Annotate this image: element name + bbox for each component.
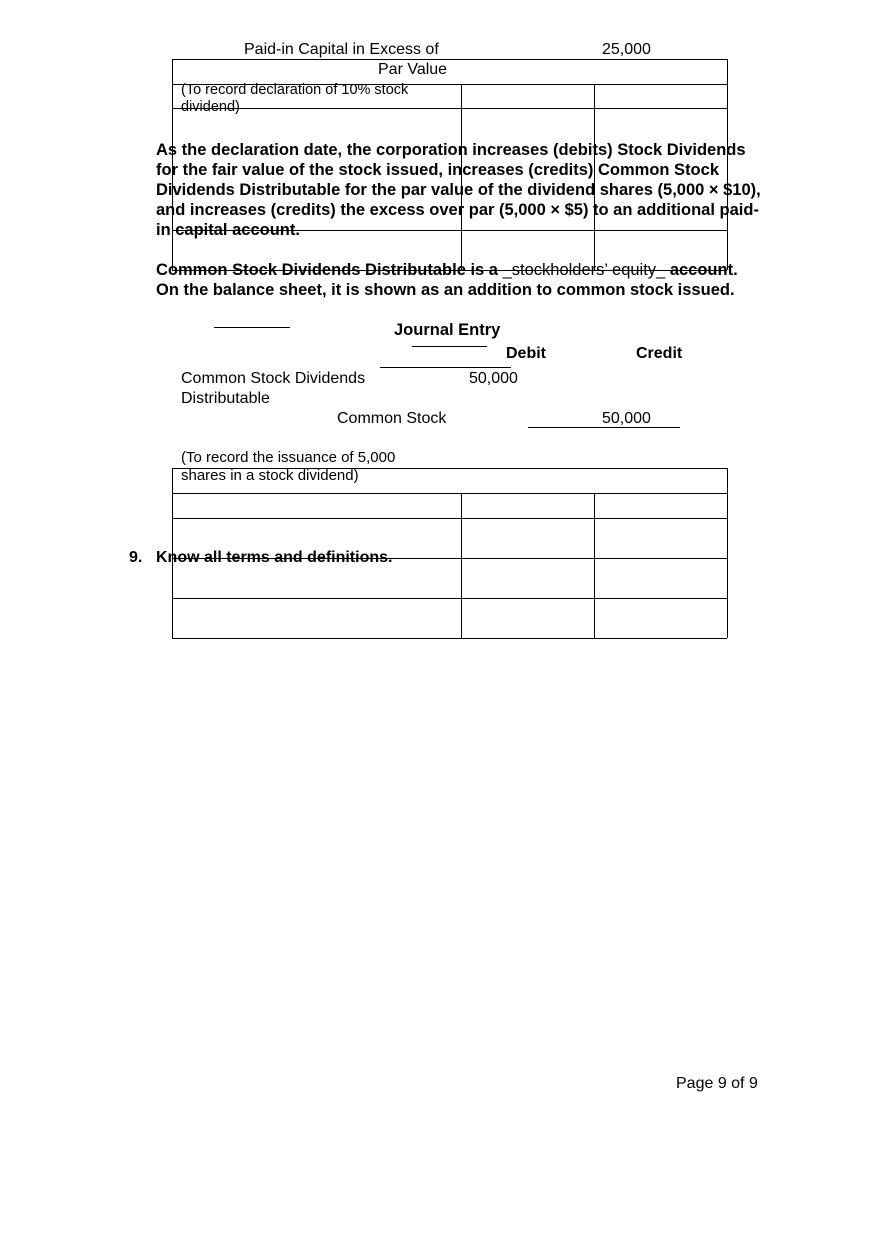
debit-amount: 50,000	[469, 370, 518, 387]
journal-rule-left	[214, 327, 290, 328]
paragraph2-line1-start: Common Stock Dividends Distributable is a	[156, 261, 503, 279]
debit-header: Debit	[506, 345, 546, 362]
paragraph2-blank-answer: _stockholders’ equity_	[502, 261, 666, 279]
paragraph1-line2: for the fair value of the stock issued, increases (credits) Common Stock	[156, 161, 719, 179]
top-memo-line1: (To record declaration of 10% stock	[181, 82, 409, 98]
item9-number: 9.	[129, 549, 143, 566]
page-number: Page 9 of 9	[676, 1075, 758, 1092]
declaration-paragraph	[156, 140, 796, 240]
paragraph1-line3: Dividends Distributable for the par value of the dividend shares (5,000 × $10),	[156, 181, 761, 199]
distributable-paragraph	[156, 260, 796, 300]
paragraph1-line5: in capital account.	[156, 221, 300, 239]
credit-account: Common Stock	[337, 410, 447, 427]
journal-rule-under-title	[412, 346, 487, 347]
paragraph2-line1-end: account.	[665, 261, 738, 279]
journal-rule-under-header	[380, 367, 511, 368]
journal-memo-line1: (To record the issuance of 5,000	[181, 449, 396, 466]
credit-amount: 50,000	[602, 410, 651, 427]
top-credit-amount: 25,000	[602, 41, 651, 58]
credit-header: Credit	[636, 345, 683, 362]
paragraph2-line1	[156, 260, 796, 280]
paragraph1-line4: and increases (credits) the excess over par (5,000 × $5) to an additional paid-	[156, 201, 759, 219]
journal-title: Journal Entry	[394, 321, 501, 339]
debit-account-line2: Distributable	[181, 390, 270, 407]
debit-account-line1: Common Stock Dividends	[181, 370, 366, 387]
paragraph1-line1: As the declaration date, the corporation increases (debits) Stock Dividends	[156, 141, 746, 159]
paragraph2-line2: On the balance sheet, it is shown as an addition to common stock issued.	[156, 281, 735, 299]
top-account-line2: Par Value	[378, 61, 448, 78]
journal-memo-line2: shares in a stock dividend)	[181, 467, 359, 484]
top-memo-line2: dividend)	[181, 99, 240, 115]
top-account-line1: Paid-in Capital in Excess of	[244, 41, 439, 58]
item9-text: Know all terms and definitions.	[156, 549, 393, 566]
